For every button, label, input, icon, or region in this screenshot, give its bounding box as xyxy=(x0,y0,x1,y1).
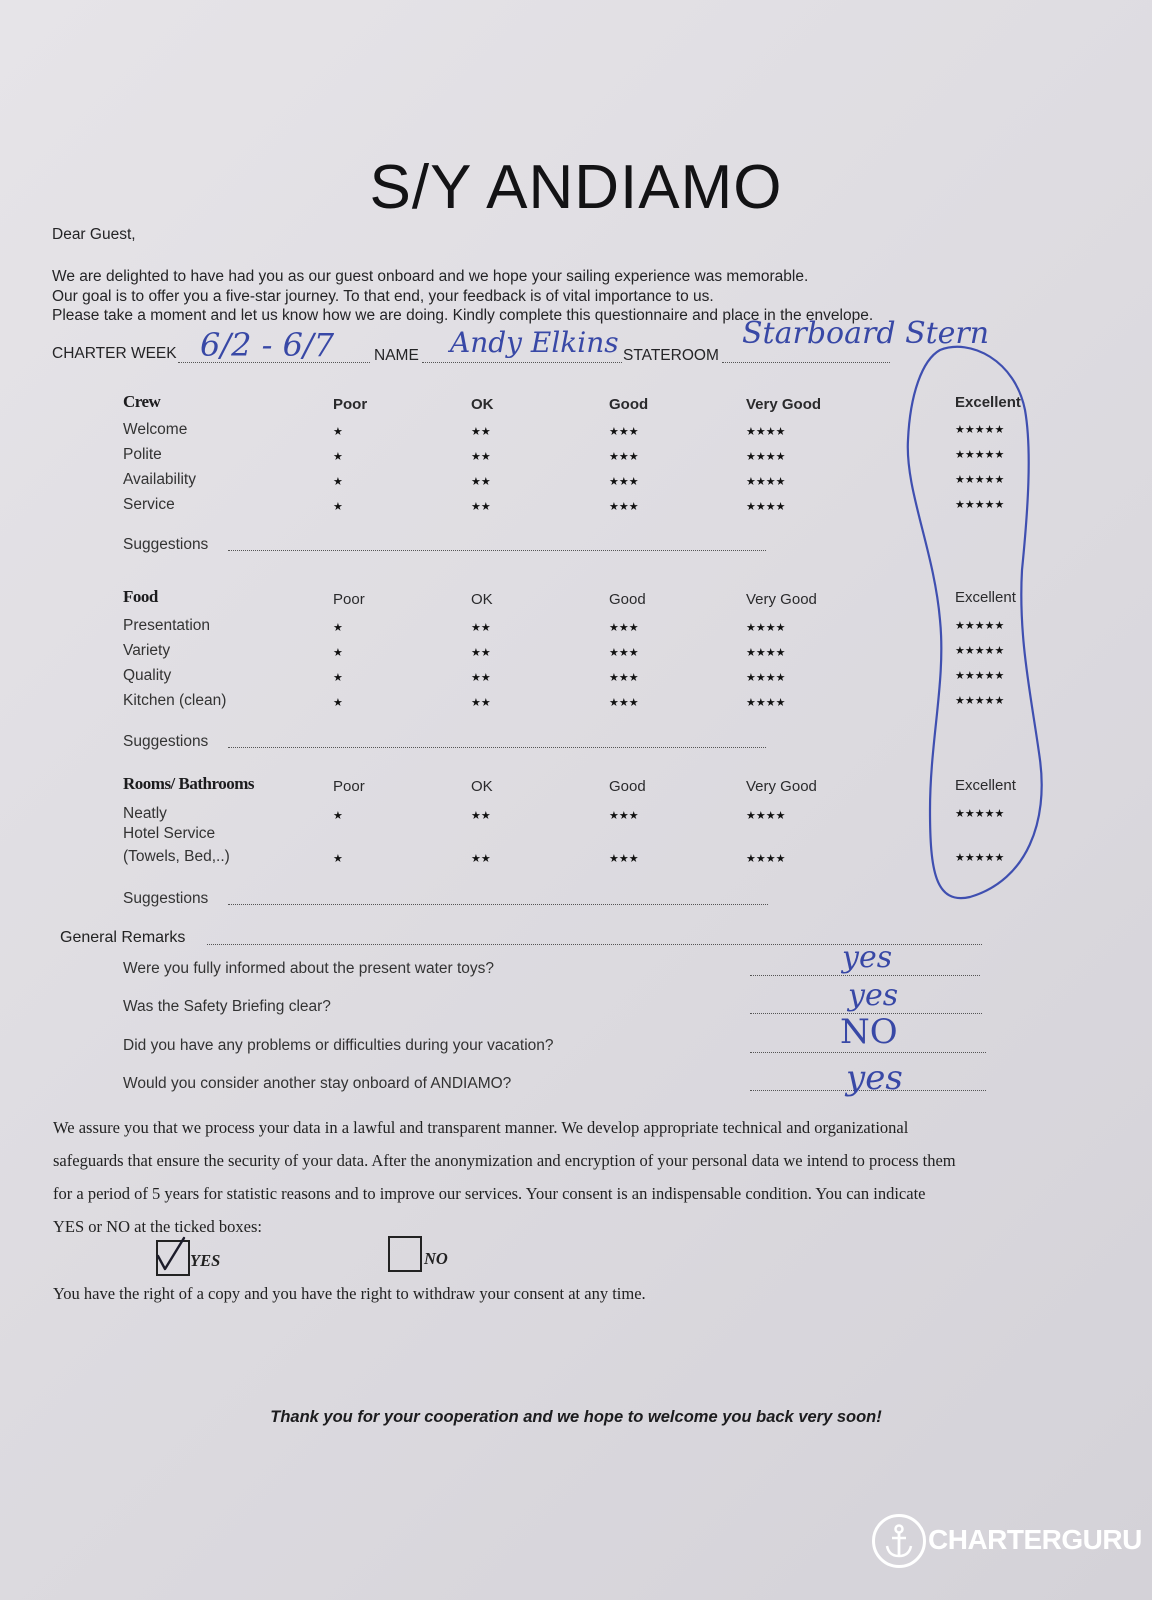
name-line xyxy=(422,362,622,363)
suggestions-label: Suggestions xyxy=(123,890,209,907)
rating-good[interactable]: ★★★ xyxy=(609,853,639,865)
rating-ok[interactable]: ★★ xyxy=(471,810,491,822)
col-poor: Poor xyxy=(333,778,365,795)
col-excellent: Excellent xyxy=(955,777,1016,794)
intro-line-1: We are delighted to have had you as our guest onboard and we hope your sailing experience was memorable. xyxy=(52,268,809,285)
consent-no-label: NO xyxy=(424,1249,448,1268)
col-good: Good xyxy=(609,778,646,795)
rating-very-good[interactable]: ★★★★ xyxy=(746,672,786,684)
row-label: Quality xyxy=(123,667,172,684)
rating-excellent[interactable]: ★★★★★ xyxy=(955,474,1005,486)
answer-value[interactable]: NO xyxy=(840,1012,898,1052)
document-title: S/Y ANDIAMO xyxy=(369,153,783,222)
rating-good[interactable]: ★★★ xyxy=(609,622,639,634)
rating-poor[interactable]: ★ xyxy=(333,501,343,513)
suggestions-label: Suggestions xyxy=(123,536,209,553)
col-very-good: Very Good xyxy=(746,778,817,795)
remark-question: Did you have any problems or difficulties during your vacation? xyxy=(123,1037,554,1054)
section-title-food: Food xyxy=(123,587,158,606)
rating-very-good[interactable]: ★★★★ xyxy=(746,853,786,865)
stateroom-label: STATEROOM xyxy=(623,347,719,364)
rating-good[interactable]: ★★★ xyxy=(609,451,639,463)
col-poor: Poor xyxy=(333,591,365,608)
rating-excellent[interactable]: ★★★★★ xyxy=(955,852,1005,864)
row-label: Kitchen (clean) xyxy=(123,692,227,709)
rating-very-good[interactable]: ★★★★ xyxy=(746,622,786,634)
col-poor: Poor xyxy=(333,396,368,413)
col-good: Good xyxy=(609,591,646,608)
remark-question: Was the Safety Briefing clear? xyxy=(123,998,331,1015)
rating-excellent[interactable]: ★★★★★ xyxy=(955,424,1005,436)
consent-no-checkbox[interactable] xyxy=(388,1236,422,1272)
charter-week-value[interactable]: 6/2 - 6/7 xyxy=(200,326,335,364)
charter-week-label: CHARTER WEEK xyxy=(52,345,177,362)
rating-ok[interactable]: ★★ xyxy=(471,501,491,513)
rating-poor[interactable]: ★ xyxy=(333,647,343,659)
rating-ok[interactable]: ★★ xyxy=(471,672,491,684)
rating-poor[interactable]: ★ xyxy=(333,853,343,865)
rating-ok[interactable]: ★★ xyxy=(471,622,491,634)
consent-yes-label: YES xyxy=(190,1251,221,1270)
col-excellent: Excellent xyxy=(955,589,1016,606)
answer-value[interactable]: yes xyxy=(842,940,893,975)
name-value[interactable]: Andy Elkins xyxy=(450,326,619,359)
remark-question: Were you fully informed about the present water toys? xyxy=(123,960,495,977)
col-excellent: Excellent xyxy=(955,394,1021,411)
rating-poor[interactable]: ★ xyxy=(333,697,343,709)
rating-good[interactable]: ★★★ xyxy=(609,697,639,709)
rating-very-good[interactable]: ★★★★ xyxy=(746,476,786,488)
answer-value[interactable]: yes xyxy=(848,978,899,1013)
rating-very-good[interactable]: ★★★★ xyxy=(746,647,786,659)
row-label: Hotel Service xyxy=(123,825,216,842)
rating-very-good[interactable]: ★★★★ xyxy=(746,697,786,709)
rating-poor[interactable]: ★ xyxy=(333,476,343,488)
intro-line-3: Please take a moment and let us know how we are doing. Kindly complete this questionnaire and place in the envelope. xyxy=(52,307,874,324)
consent-yes-checkbox[interactable] xyxy=(156,1240,190,1276)
rating-poor[interactable]: ★ xyxy=(333,426,343,438)
rating-poor[interactable]: ★ xyxy=(333,451,343,463)
privacy-line-4: YES or NO at the ticked boxes: xyxy=(53,1217,262,1236)
stateroom-line xyxy=(722,362,890,363)
rating-good[interactable]: ★★★ xyxy=(609,810,639,822)
col-ok: OK xyxy=(471,591,493,608)
answer-line xyxy=(750,1052,986,1053)
greeting: Dear Guest, xyxy=(52,226,136,243)
answer-value[interactable]: yes xyxy=(846,1058,903,1098)
stateroom-value[interactable]: Starboard Stern xyxy=(742,316,990,351)
suggestions-line-crew[interactable] xyxy=(228,550,766,551)
check-mark-icon xyxy=(154,1236,188,1272)
row-label: Service xyxy=(123,496,175,513)
rating-ok[interactable]: ★★ xyxy=(471,426,491,438)
section-title-rooms: Rooms/ Bathrooms xyxy=(123,774,254,793)
thank-you-message: Thank you for your cooperation and we hope to welcome you back very soon! xyxy=(270,1408,882,1426)
row-label: Availability xyxy=(123,471,196,488)
row-label: (Towels, Bed,..) xyxy=(123,848,230,865)
col-very-good: Very Good xyxy=(746,396,822,413)
charterguru-logo xyxy=(872,1514,1142,1568)
rating-poor[interactable]: ★ xyxy=(333,672,343,684)
rating-good[interactable]: ★★★ xyxy=(609,647,639,659)
suggestions-line-food[interactable] xyxy=(228,747,766,748)
row-label: Welcome xyxy=(123,421,188,438)
suggestions-label: Suggestions xyxy=(123,733,209,750)
rating-ok[interactable]: ★★ xyxy=(471,697,491,709)
rating-poor[interactable]: ★ xyxy=(333,622,343,634)
general-remarks-label: General Remarks xyxy=(60,929,186,946)
rating-excellent[interactable]: ★★★★★ xyxy=(955,670,1005,682)
rating-good[interactable]: ★★★ xyxy=(609,426,639,438)
rights-statement: You have the right of a copy and you have the right to withdraw your consent at any time. xyxy=(53,1284,646,1303)
rating-ok[interactable]: ★★ xyxy=(471,853,491,865)
rating-very-good[interactable]: ★★★★ xyxy=(746,451,786,463)
rating-excellent[interactable]: ★★★★★ xyxy=(955,499,1005,511)
rating-excellent[interactable]: ★★★★★ xyxy=(955,449,1005,461)
intro-line-2: Our goal is to offer you a five-star journey. To that end, your feedback is of vital importance to us. xyxy=(52,288,714,305)
privacy-line-1: We assure you that we process your data in a lawful and transparent manner. We develop appropriate technical and organizational xyxy=(53,1118,909,1137)
rating-very-good[interactable]: ★★★★ xyxy=(746,426,786,438)
section-title-crew: Crew xyxy=(123,392,161,411)
anchor-icon xyxy=(872,1514,926,1568)
suggestions-line-rooms[interactable] xyxy=(228,904,768,905)
rating-excellent[interactable]: ★★★★★ xyxy=(955,645,1005,657)
rating-ok[interactable]: ★★ xyxy=(471,451,491,463)
col-very-good: Very Good xyxy=(746,591,817,608)
remark-question: Would you consider another stay onboard of ANDIAMO? xyxy=(123,1075,512,1092)
rating-very-good[interactable]: ★★★★ xyxy=(746,501,786,513)
privacy-line-2: safeguards that ensure the security of your data. After the anonymization and encryption of your personal data we intend to process them xyxy=(53,1151,956,1170)
rating-excellent[interactable]: ★★★★★ xyxy=(955,695,1005,707)
rating-good[interactable]: ★★★ xyxy=(609,672,639,684)
excellent-circle-mark xyxy=(900,340,1080,910)
row-label: Variety xyxy=(123,642,171,659)
rating-poor[interactable]: ★ xyxy=(333,810,343,822)
row-label: Neatly xyxy=(123,805,167,822)
rating-ok[interactable]: ★★ xyxy=(471,476,491,488)
rating-good[interactable]: ★★★ xyxy=(609,476,639,488)
col-good: Good xyxy=(609,396,649,413)
privacy-line-3: for a period of 5 years for statistic reasons and to improve our services. Your consent is an indispensable condition. You can indicate xyxy=(53,1184,926,1203)
name-label: NAME xyxy=(374,347,419,364)
row-label: Polite xyxy=(123,446,162,463)
rating-excellent[interactable]: ★★★★★ xyxy=(955,620,1005,632)
row-label: Presentation xyxy=(123,617,211,634)
rating-good[interactable]: ★★★ xyxy=(609,501,639,513)
rating-excellent[interactable]: ★★★★★ xyxy=(955,808,1005,820)
rating-very-good[interactable]: ★★★★ xyxy=(746,810,786,822)
answer-line xyxy=(750,975,980,976)
col-ok: OK xyxy=(471,396,494,413)
watermark-text: CHARTERGURU xyxy=(928,1524,1142,1555)
col-ok: OK xyxy=(471,778,493,795)
rating-ok[interactable]: ★★ xyxy=(471,647,491,659)
